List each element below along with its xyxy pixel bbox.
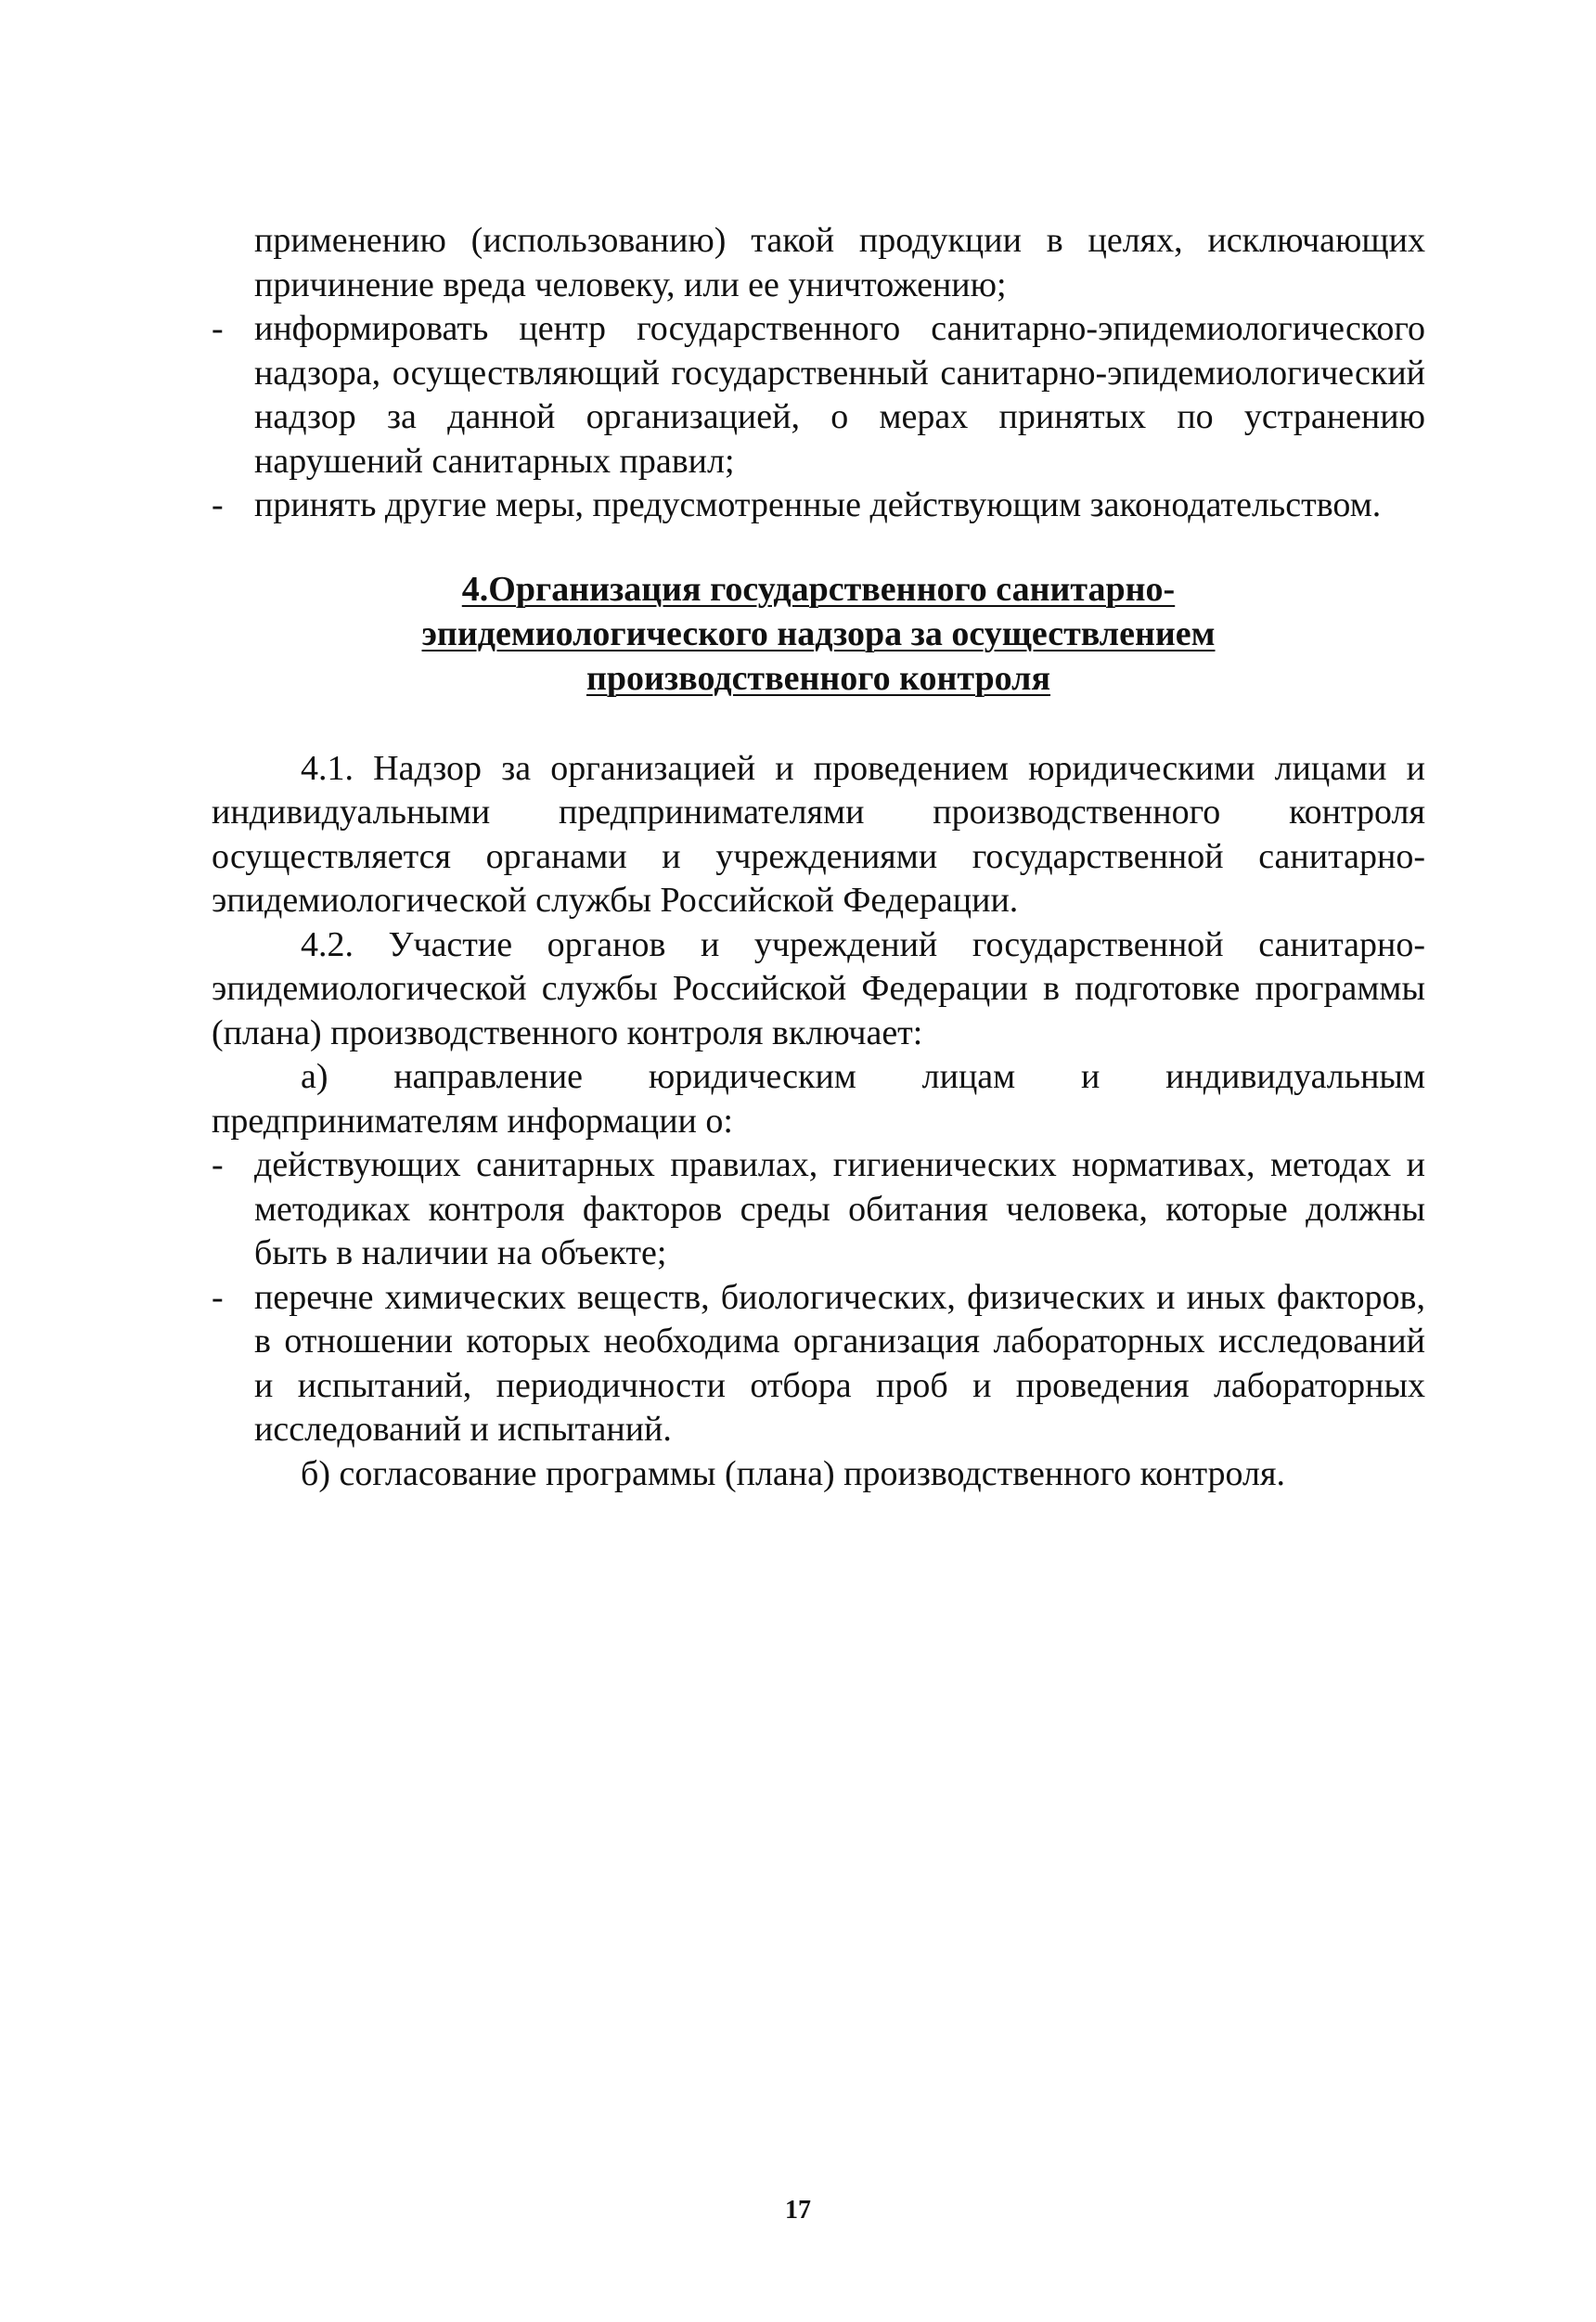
page-number: 17 xyxy=(785,2196,811,2225)
item-a-paragraph: а) направление юридическим лицам и индивидуальным предпринимателям информации о: xyxy=(212,1057,1425,1141)
list-item xyxy=(212,1143,1425,1276)
continuation-paragraph: применению (использованию) такой продукции в целях, исключающих причинение вреда человеку, или ее уничтожению; xyxy=(254,221,1425,304)
list-item-text: принять другие меры, предусмотренные действующим законодательством. xyxy=(254,485,1382,524)
bullet-dash: - xyxy=(212,485,224,524)
section-heading-line: эпидемиологического надзора за осуществлением xyxy=(421,613,1216,653)
paragraph-4-1: 4.1. Надзор за организацией и проведением юридическими лицами и индивидуальными предпринимателями производственного контроля осуществляется органами и учреждениями государственной санитарно-эпидемиологической службы Российской Федерации. xyxy=(212,748,1425,920)
list-item xyxy=(212,307,1425,484)
list-item-text: перечне химических веществ, биологических, физических и иных факторов, в отношении которых необходима организация лабораторных исследований и испытаний, периодичности отбора проб и проведения лабораторных исследований и испытаний. xyxy=(254,1277,1425,1449)
page-content xyxy=(212,219,1425,1496)
section-heading-line: производственного контроля xyxy=(586,658,1051,698)
bullet-dash: - xyxy=(212,1277,224,1317)
list-item xyxy=(212,1276,1425,1452)
bullet-dash: - xyxy=(212,309,224,348)
list-item xyxy=(212,484,1425,528)
bullet-dash: - xyxy=(212,1145,224,1184)
paragraph-4-2: 4.2. Участие органов и учреждений государственной санитарно-эпидемиологической службы Российской Федерации в подготовке программы (плана) производственного контроля включает: xyxy=(212,924,1425,1052)
list-item-text: действующих санитарных правилах, гигиенических нормативах, методах и методиках контроля факторов среды обитания человека, которые должны быть в наличии на объекте; xyxy=(254,1145,1425,1272)
item-b-paragraph: б) согласование программы (плана) производственного контроля. xyxy=(301,1453,1285,1493)
section-heading xyxy=(212,567,1425,701)
section-heading-line: 4.Организация государственного санитарно- xyxy=(461,569,1176,609)
list-item-text: информировать центр государственного санитарно-эпидемиологического надзора, осуществляющий государственный санитарно-эпидемиологический надзор за данной организацией, о мерах принятых по устранению нарушений санитарных правил; xyxy=(254,309,1425,481)
